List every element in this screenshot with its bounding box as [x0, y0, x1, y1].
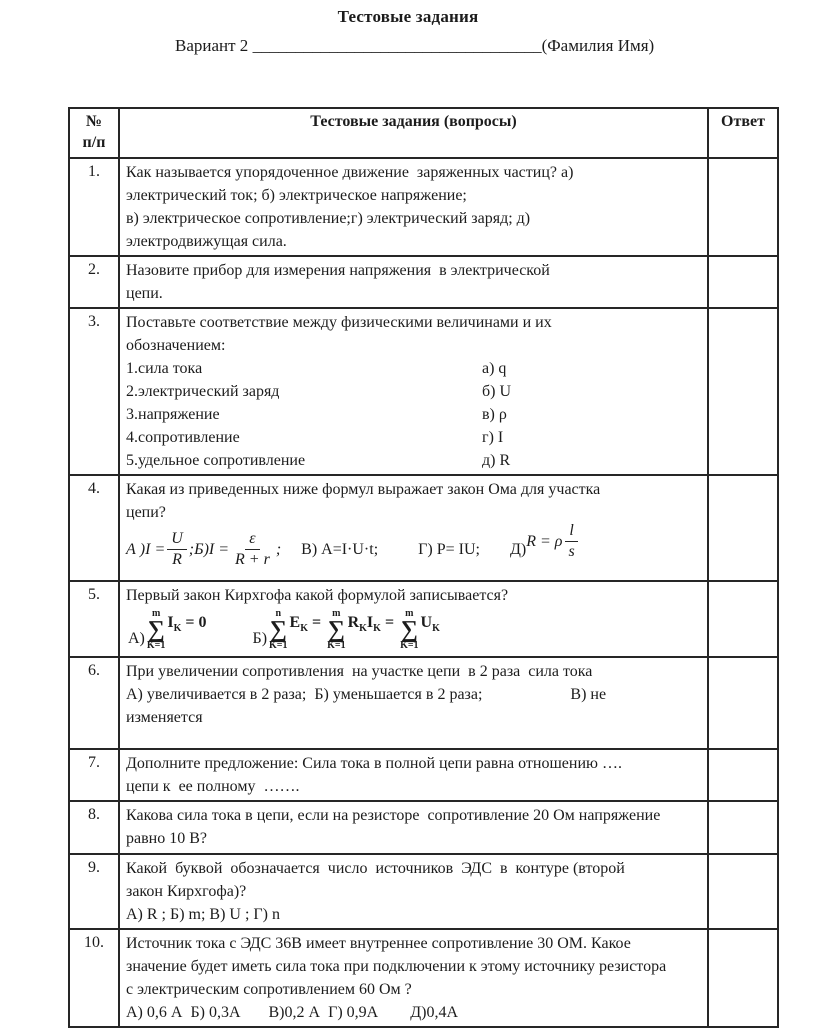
formula-body: $R_KI_K$ =: [347, 613, 399, 634]
question-text-line: Как называется упорядоченное движение заряженных частиц? а): [126, 164, 574, 181]
formula-body: $I_K = 0$: [167, 613, 207, 634]
question-text-line: закон Кирхгофа)?: [126, 883, 247, 900]
match-pair: [126, 403, 701, 426]
answer-cell[interactable]: [708, 158, 778, 256]
question-number: 9.: [69, 854, 119, 929]
question-text-line: При увеличении сопротивления на участке цепи в 2 раза сила тока: [126, 663, 593, 680]
question-text-line: значение будет иметь сила тока при подключении к этому источнику резистора: [126, 958, 667, 975]
header-number-line2: п/п: [82, 134, 106, 151]
question-text-line: цепи к ее полному …….: [126, 778, 300, 795]
sigma-icon: ∑: [147, 617, 165, 643]
question-text-line: электрический ток; б) электрическое напряжение;: [126, 187, 467, 204]
question-text-line: равно 10 В?: [126, 830, 207, 847]
question-text-line: в) электрическое сопротивление;г) электрический заряд; д): [126, 210, 531, 227]
question-text-line: обозначением:: [126, 337, 226, 354]
question-text-line: А) 0,6 А Б) 0,3А В)0,2 А Г) 0,9А Д)0,4А: [126, 1004, 458, 1021]
variant-header: [0, 36, 816, 56]
question-text-line: Какая из приведенных ниже формул выражает закон Ома для участка: [126, 481, 601, 498]
question-row-10: [69, 929, 778, 1027]
match-symbol: г) I: [482, 429, 504, 446]
answer-cell[interactable]: [708, 854, 778, 929]
option-a-label: А ): [126, 540, 146, 558]
sigma-icon: ∑: [269, 617, 287, 643]
header-answer-cell: Ответ: [708, 108, 778, 158]
question-number: 1.: [69, 158, 119, 256]
question-text-line: цепи?: [126, 504, 166, 521]
option-c: В) A=I·U·t;: [301, 540, 379, 558]
question-cell: [119, 749, 708, 801]
question-number: 7.: [69, 749, 119, 801]
answer-cell[interactable]: [708, 475, 778, 581]
question-row-2: [69, 256, 778, 308]
option-a-label: А): [128, 630, 145, 647]
match-pair: [126, 380, 701, 403]
match-symbol: в) ρ: [482, 406, 507, 423]
match-symbol: а) q: [482, 360, 507, 377]
question-cell: [119, 581, 708, 657]
question-cell: [119, 801, 708, 854]
separator: ;: [275, 540, 282, 558]
option-b-label: Б): [194, 540, 209, 558]
question-cell: [119, 929, 708, 1027]
summation-sign: m ∑ K=1: [327, 608, 346, 651]
formula-body: $E_K$ =: [289, 613, 326, 634]
question-number: 8.: [69, 801, 119, 854]
question-text-line: Какова сила тока в цепи, если на резисторе сопротивление 20 Ом напряжение: [126, 807, 661, 824]
match-term: 5.удельное сопротивление: [126, 452, 306, 469]
match-term: 3.напряжение: [126, 406, 220, 423]
question-text-line: А) R ; Б) m; В) U ; Г) n: [126, 906, 280, 923]
fraction: $\frac{U}{R}$: [167, 530, 187, 568]
question-number: 5.: [69, 581, 119, 657]
question-number: 4.: [69, 475, 119, 581]
formula-body: $U_K$: [420, 613, 440, 634]
question-cell: [119, 854, 708, 929]
question-text-line: Дополните предложение: Сила тока в полной цепи равна отношению ….: [126, 755, 622, 772]
option-e-label: Д): [509, 540, 527, 558]
match-symbol: д) R: [482, 452, 511, 469]
header-number-cell: [69, 108, 119, 158]
question-row-6: [69, 657, 778, 749]
match-pair: [126, 426, 701, 449]
question-cell: [119, 657, 708, 749]
question-row-5: [69, 581, 778, 657]
question-number: 3.: [69, 308, 119, 475]
question-cell: [119, 308, 708, 475]
match-term: 2.электрический заряд: [126, 383, 280, 400]
resistivity-formula: R = ρ $\frac{l}{s}$: [526, 522, 580, 560]
question-row-8: [69, 801, 778, 854]
question-text-line: с электрическим сопротивлением 60 Ом ?: [126, 981, 412, 998]
option-d: Г) P= IU;: [418, 540, 480, 558]
question-row-3: [69, 308, 778, 475]
formula-lhs: I =: [145, 540, 166, 558]
answer-cell[interactable]: [708, 657, 778, 749]
match-term: 4.сопротивление: [126, 429, 240, 446]
sigma-icon: ∑: [327, 617, 345, 643]
fraction: $\frac{l}{s}$: [564, 522, 578, 560]
question-text-line: электродвижущая сила.: [126, 233, 287, 250]
name-hint: (Фамилия Имя): [541, 36, 655, 55]
answer-cell[interactable]: [708, 256, 778, 308]
question-row-7: [69, 749, 778, 801]
match-symbol: б) U: [482, 383, 512, 400]
question-text-line: изменяется: [126, 709, 203, 726]
question-cell: [119, 256, 708, 308]
ohm-law-formula-options: [126, 522, 701, 568]
questions-table: [68, 107, 779, 1028]
question-row-4: [69, 475, 778, 581]
table-header-row: [69, 108, 778, 158]
header-questions-cell: Тестовые задания (вопросы): [119, 108, 708, 158]
question-cell: [119, 475, 708, 581]
summation-sign: m ∑ K=1: [400, 608, 419, 651]
question-text-line: цепи.: [126, 285, 163, 302]
answer-cell[interactable]: [708, 581, 778, 657]
question-number: 10.: [69, 929, 119, 1027]
fraction: $\frac{\varepsilon}{R + r}$: [235, 530, 270, 568]
question-text-line: А) увеличивается в 2 раза; Б) уменьшается в 2 раза; В) не: [126, 686, 607, 703]
header-number-line1: №: [85, 113, 103, 130]
answer-cell[interactable]: [708, 749, 778, 801]
answer-cell[interactable]: [708, 801, 778, 854]
question-text-line: Источник тока с ЭДС 36В имеет внутреннее сопротивление 30 ОМ. Какое: [126, 935, 631, 952]
question-row-9: [69, 854, 778, 929]
kirchhoff-formula-options: [128, 609, 701, 651]
question-text-line: Назовите прибор для измерения напряжения в электрической: [126, 262, 550, 279]
question-text-line: Какой буквой обозначается число источников ЭДС в контуре (второй: [126, 860, 625, 877]
option-b-label: Б): [252, 630, 268, 647]
name-blank-line[interactable]: __________________________________: [252, 36, 542, 55]
formula-lhs: I =: [208, 540, 230, 558]
summation-sign: n ∑ K=1: [269, 608, 288, 651]
match-pair: [126, 449, 701, 472]
question-row-1: [69, 158, 778, 256]
question-text-line: Поставьте соответствие между физическими величинами и их: [126, 314, 552, 331]
question-number: 6.: [69, 657, 119, 749]
question-number: 2.: [69, 256, 119, 308]
match-term: 1.сила тока: [126, 360, 203, 377]
separator: ;: [188, 540, 195, 558]
question-cell: [119, 158, 708, 256]
sigma-icon: ∑: [400, 617, 418, 643]
answer-cell[interactable]: [708, 308, 778, 475]
answer-cell[interactable]: [708, 929, 778, 1027]
summation-sign: m ∑ K=1: [146, 608, 166, 651]
question-text-line: Первый закон Кирхгофа какой формулой записывается?: [126, 587, 509, 604]
variant-label: Вариант 2: [175, 36, 253, 55]
match-pair: [126, 357, 701, 380]
page-title: Тестовые задания: [337, 7, 479, 26]
